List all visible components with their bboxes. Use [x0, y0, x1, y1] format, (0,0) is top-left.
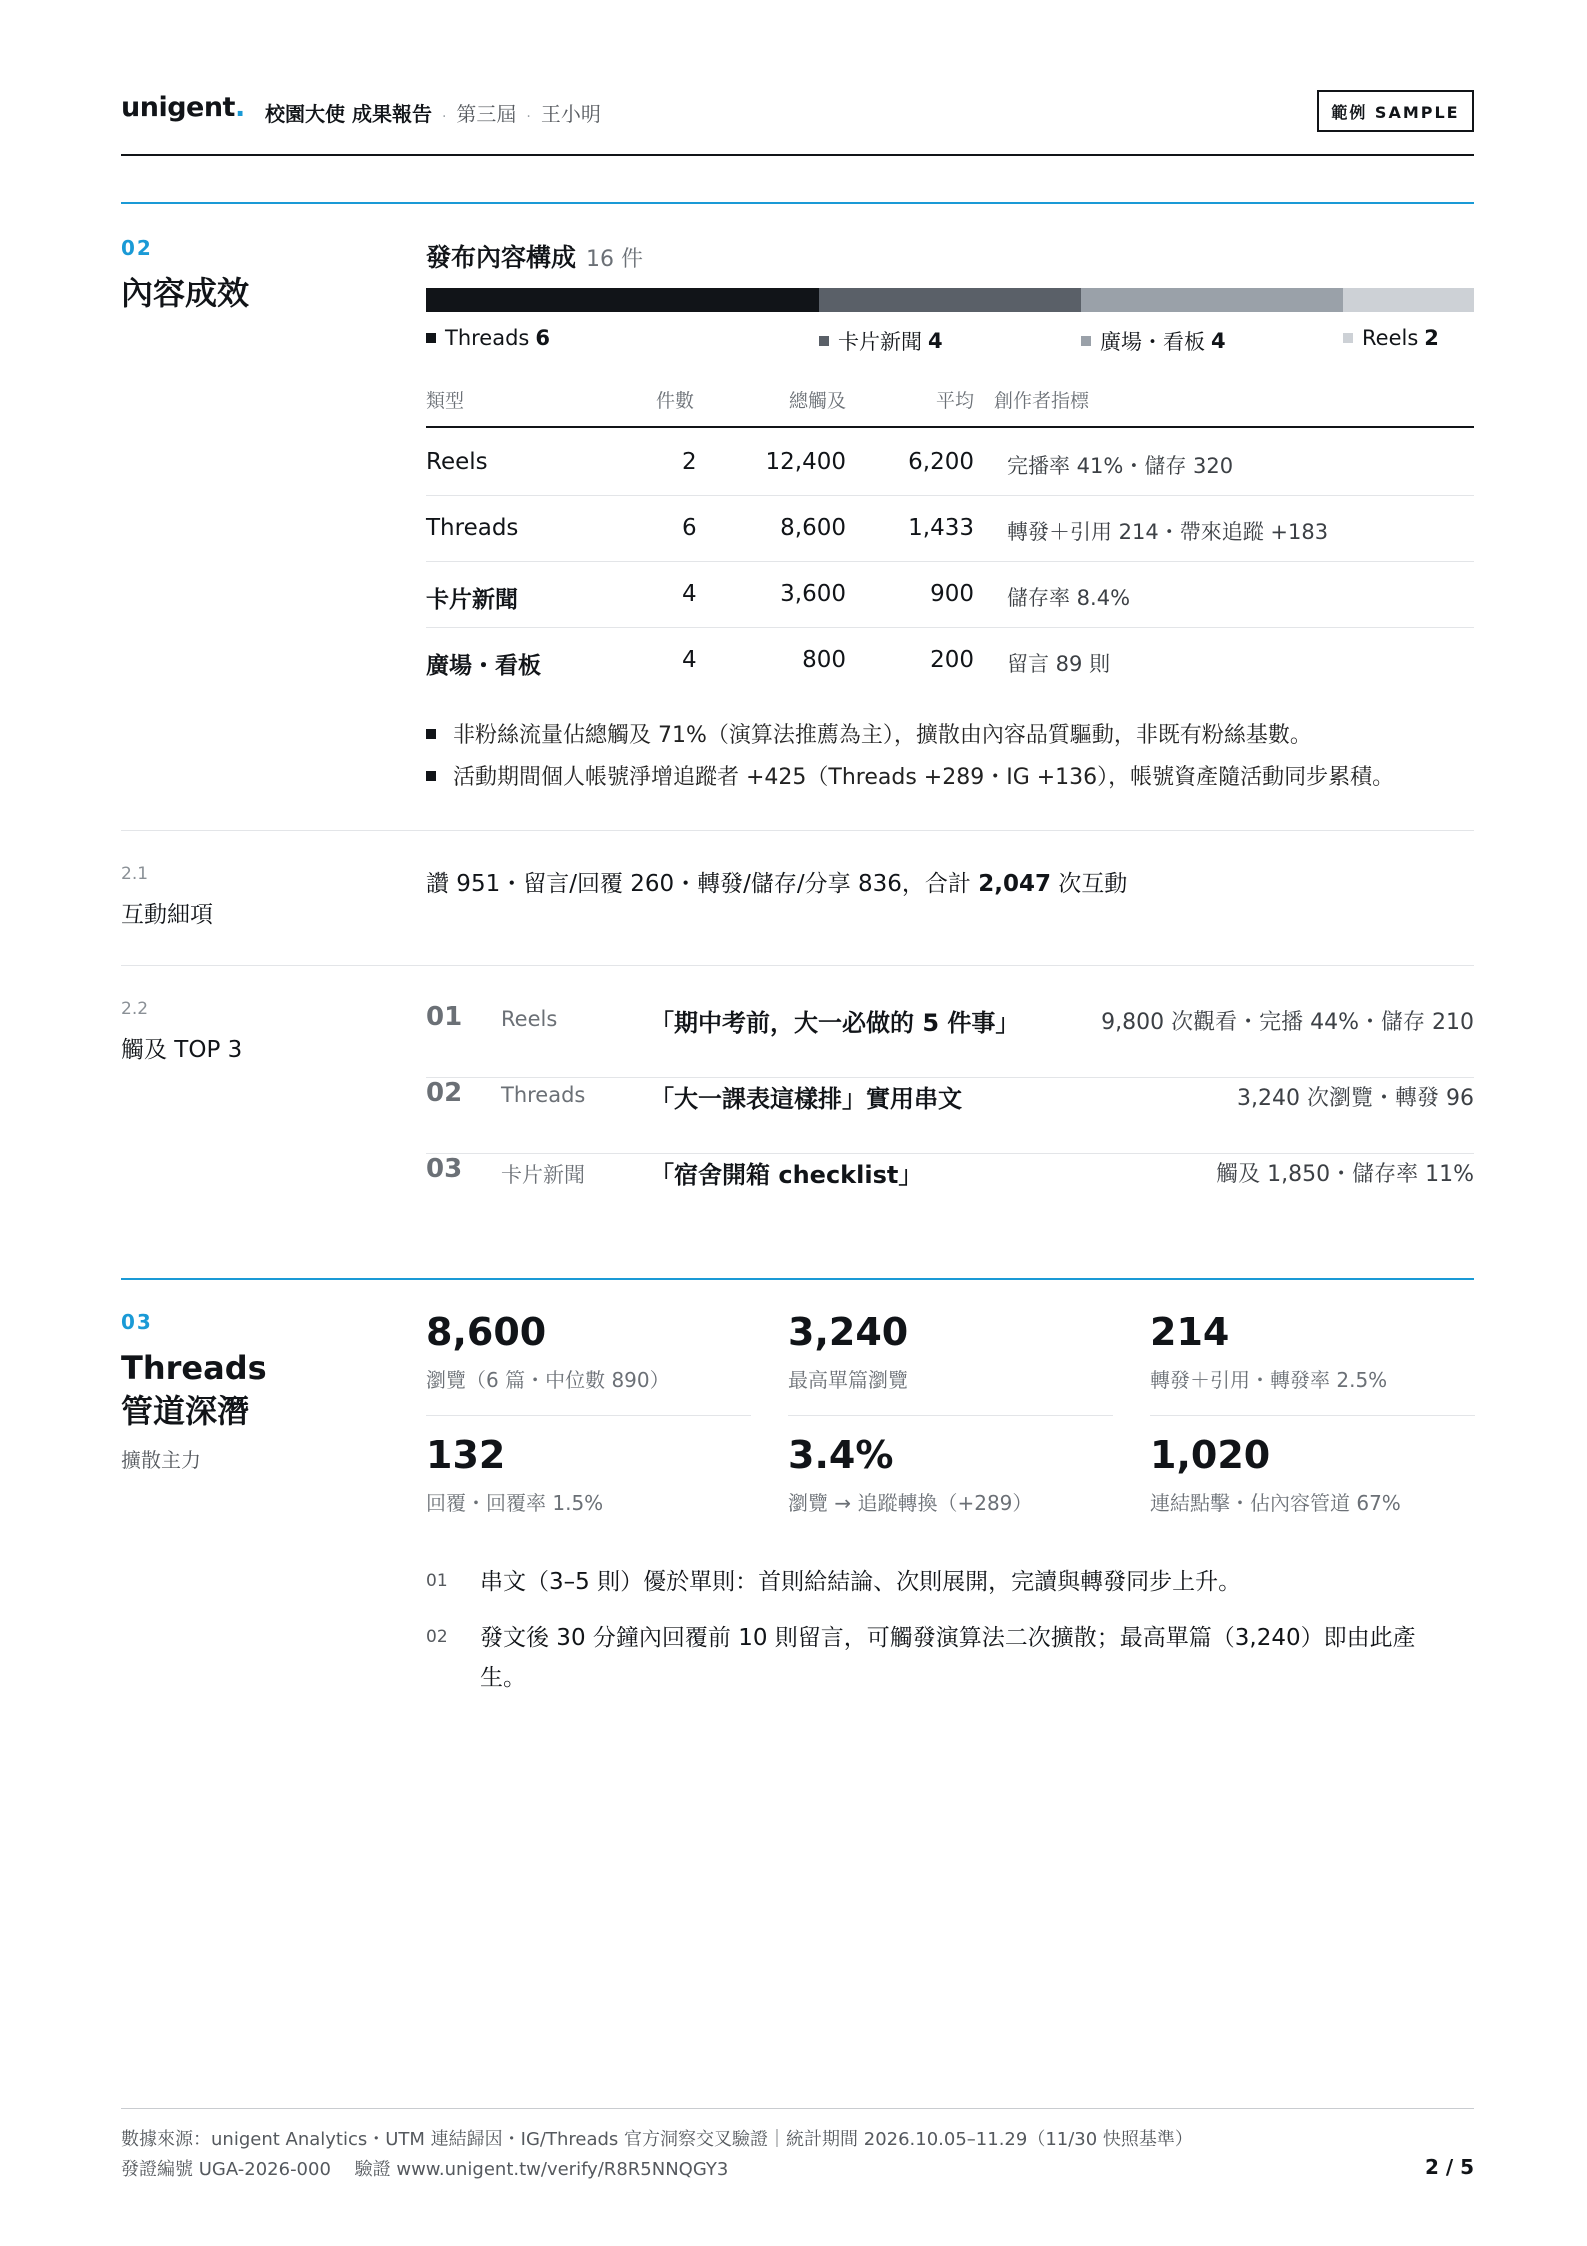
footer-divider — [121, 2108, 1474, 2109]
top3-rank: 01 — [426, 1002, 463, 1032]
insight-bullet — [426, 760, 1394, 791]
subsection-title: 互動細項 — [121, 902, 213, 928]
legend-count: 4 — [928, 329, 943, 353]
logo-text: unigent — [121, 92, 235, 123]
legend-label: 廣場・看板 — [1100, 330, 1205, 354]
legend-swatch — [426, 333, 436, 343]
table-row — [426, 562, 1474, 628]
section-number: 02 — [121, 236, 153, 260]
table-header — [426, 386, 1474, 428]
bar-segment — [1343, 288, 1474, 312]
top3-rank: 02 — [426, 1078, 463, 1108]
insight-bullet — [426, 718, 1312, 749]
legend-label: 卡片新聞 — [838, 330, 922, 354]
interaction-summary — [426, 865, 1127, 898]
ambassador-name: 王小明 — [540, 102, 601, 126]
cell-count: 4 — [682, 581, 697, 607]
term-label: 第三屆 — [456, 102, 517, 126]
cell-avg: 1,433 — [908, 515, 974, 541]
top3-row — [426, 1154, 1474, 1230]
table-row — [426, 496, 1474, 562]
legend-swatch — [819, 336, 829, 346]
kpi-card — [426, 1433, 751, 1516]
kpi-label: 回覆・回覆率 1.5% — [426, 1491, 604, 1515]
cell-type: 廣場・看板 — [426, 653, 541, 679]
page-header — [121, 86, 1474, 156]
certificate-info: 發證編號 UGA-2026-000 驗證 www.unigent.tw/verify/R8R5NNQGY3 — [121, 2159, 729, 2180]
bullet-text: 非粉絲流量佔總觸及 71%（演算法推薦為主），擴散由內容品質驅動，非既有粉絲基數。 — [453, 723, 1312, 748]
col-avg: 平均 — [935, 390, 974, 412]
top3-stats: 觸及 1,850・儲存率 11% — [1216, 1162, 1474, 1187]
composition-title: 發布內容構成 — [426, 243, 577, 272]
bullet-marker — [426, 729, 436, 739]
col-type: 類型 — [426, 390, 465, 412]
cell-type: Reels — [426, 449, 488, 475]
cell-metric: 留言 89 則 — [1007, 652, 1111, 676]
kpi-divider — [788, 1415, 1113, 1416]
separator: · — [526, 109, 531, 125]
kpi-value: 8,600 — [426, 1310, 547, 1354]
bar-segment — [1081, 288, 1343, 312]
logo-dot: . — [234, 92, 245, 123]
note-number: 02 — [426, 1627, 448, 1647]
composition-total: 16 件 — [586, 247, 644, 272]
subsection-number: 2.1 — [121, 864, 149, 884]
cell-count: 2 — [682, 449, 697, 475]
top3-stats: 3,240 次瀏覽・轉發 96 — [1237, 1086, 1474, 1111]
section-subtitle: 擴散主力 — [121, 1448, 201, 1472]
section-title-line1: Threads — [121, 1349, 267, 1387]
composition-heading — [426, 238, 1474, 274]
subsection-divider — [121, 830, 1474, 831]
col-metric: 創作者指標 — [994, 390, 1090, 412]
kpi-card — [1150, 1310, 1475, 1393]
cell-avg: 200 — [930, 647, 974, 673]
note-number: 01 — [426, 1571, 448, 1591]
legend-item — [819, 326, 943, 356]
top3-title: 「宿舍開箱 checklist」 — [650, 1161, 923, 1189]
top3-row — [426, 1002, 1474, 1078]
section-divider — [121, 202, 1474, 204]
top3-stats: 9,800 次觀看・完播 44%・儲存 210 — [1101, 1010, 1474, 1035]
col-count: 件數 — [656, 390, 695, 412]
top3-title: 「期中考前，大一必做的 5 件事」 — [650, 1009, 1020, 1037]
unigent-logo — [121, 92, 245, 123]
section-title: 內容成效 — [121, 274, 250, 312]
bullet-marker — [426, 771, 436, 781]
top3-channel: Reels — [501, 1007, 558, 1031]
cell-reach: 12,400 — [765, 449, 846, 475]
kpi-label: 瀏覽 → 追蹤轉換（+289） — [788, 1491, 1033, 1515]
legend-count: 2 — [1424, 326, 1439, 350]
subsection-divider — [121, 965, 1474, 966]
legend-item — [1081, 326, 1226, 356]
legend-label: Reels — [1362, 326, 1419, 350]
legend-swatch — [1343, 333, 1353, 343]
top3-row — [426, 1078, 1474, 1154]
subsection-number: 2.2 — [121, 999, 149, 1019]
table-row — [426, 430, 1474, 496]
bar-segment — [819, 288, 1081, 312]
kpi-label: 轉發＋引用・轉發率 2.5% — [1150, 1368, 1388, 1392]
interaction-total: 2,047 — [978, 871, 1051, 897]
cell-reach: 8,600 — [780, 515, 846, 541]
cell-count: 6 — [682, 515, 697, 541]
cell-metric: 轉發＋引用 214・帶來追蹤 +183 — [1007, 520, 1329, 544]
note-text: 發文後 30 分鐘內回覆前 10 則留言，可觸發演算法二次擴散；最高單篇（3,240）即由此產生。 — [480, 1625, 1416, 1691]
kpi-label: 最高單篇瀏覽 — [788, 1368, 908, 1392]
cell-avg: 6,200 — [908, 449, 974, 475]
cell-count: 4 — [682, 647, 697, 673]
data-source-note: 數據來源：unigent Analytics・UTM 連結歸因・IG/Threads 官方洞察交叉驗證｜統計期間 2026.10.05–11.29（11/30 快照基準） — [121, 2129, 1193, 2150]
cell-metric: 儲存率 8.4% — [1007, 586, 1131, 610]
composition-stacked-bar — [426, 288, 1474, 312]
legend-item — [1343, 326, 1439, 350]
kpi-label: 連結點擊・佔內容管道 67% — [1150, 1491, 1401, 1515]
kpi-card — [1150, 1433, 1475, 1516]
kpi-value: 214 — [1150, 1310, 1230, 1354]
kpi-value: 3.4% — [788, 1433, 894, 1477]
kpi-card — [426, 1310, 751, 1393]
subsection-title: 觸及 TOP 3 — [121, 1037, 243, 1063]
sample-badge: 範例 SAMPLE — [1317, 90, 1474, 132]
interaction-unit: 次互動 — [1050, 871, 1128, 897]
top3-channel: Threads — [501, 1083, 586, 1107]
table-row — [426, 628, 1474, 694]
section-divider — [121, 1278, 1474, 1280]
legend-label: Threads — [445, 326, 530, 350]
top3-channel: 卡片新聞 — [501, 1163, 585, 1187]
report-title — [265, 98, 601, 127]
page-number: 2 / 5 — [1424, 2155, 1474, 2179]
section-number: 03 — [121, 1310, 153, 1334]
cell-type: Threads — [426, 515, 519, 541]
section-title-line2: 管道深潛 — [121, 1392, 250, 1430]
cell-type: 卡片新聞 — [426, 587, 518, 613]
legend-swatch — [1081, 336, 1091, 346]
kpi-value: 132 — [426, 1433, 506, 1477]
cell-reach: 3,600 — [780, 581, 846, 607]
kpi-label: 瀏覽（6 篇・中位數 890） — [426, 1368, 670, 1392]
legend-item — [426, 326, 550, 350]
bullet-text: 活動期間個人帳號淨增追蹤者 +425（Threads +289・IG +136），帳號資產隨活動同步累積。 — [453, 765, 1395, 790]
report-title-text: 校園大使 成果報告 — [265, 102, 432, 126]
kpi-divider — [426, 1415, 751, 1416]
kpi-divider — [1150, 1415, 1475, 1416]
bar-segment — [426, 288, 819, 312]
interaction-breakdown: 讚 951・留言/回覆 260・轉發/儲存/分享 836，合計 — [426, 871, 979, 897]
kpi-card — [788, 1310, 1113, 1393]
legend-count: 6 — [535, 326, 550, 350]
kpi-value: 1,020 — [1150, 1433, 1271, 1477]
cell-reach: 800 — [802, 647, 846, 673]
legend-count: 4 — [1211, 329, 1226, 353]
top3-rank: 03 — [426, 1154, 463, 1184]
kpi-card — [788, 1433, 1113, 1516]
top3-title: 「大一課表這樣排」實用串文 — [650, 1085, 962, 1113]
separator: · — [441, 109, 447, 125]
cell-metric: 完播率 41%・儲存 320 — [1007, 454, 1234, 478]
col-reach: 總觸及 — [788, 390, 846, 412]
kpi-value: 3,240 — [788, 1310, 909, 1354]
cell-avg: 900 — [930, 581, 974, 607]
note-text: 串文（3–5 則）優於單則：首則給結論、次則展開，完讀與轉發同步上升。 — [480, 1569, 1242, 1595]
